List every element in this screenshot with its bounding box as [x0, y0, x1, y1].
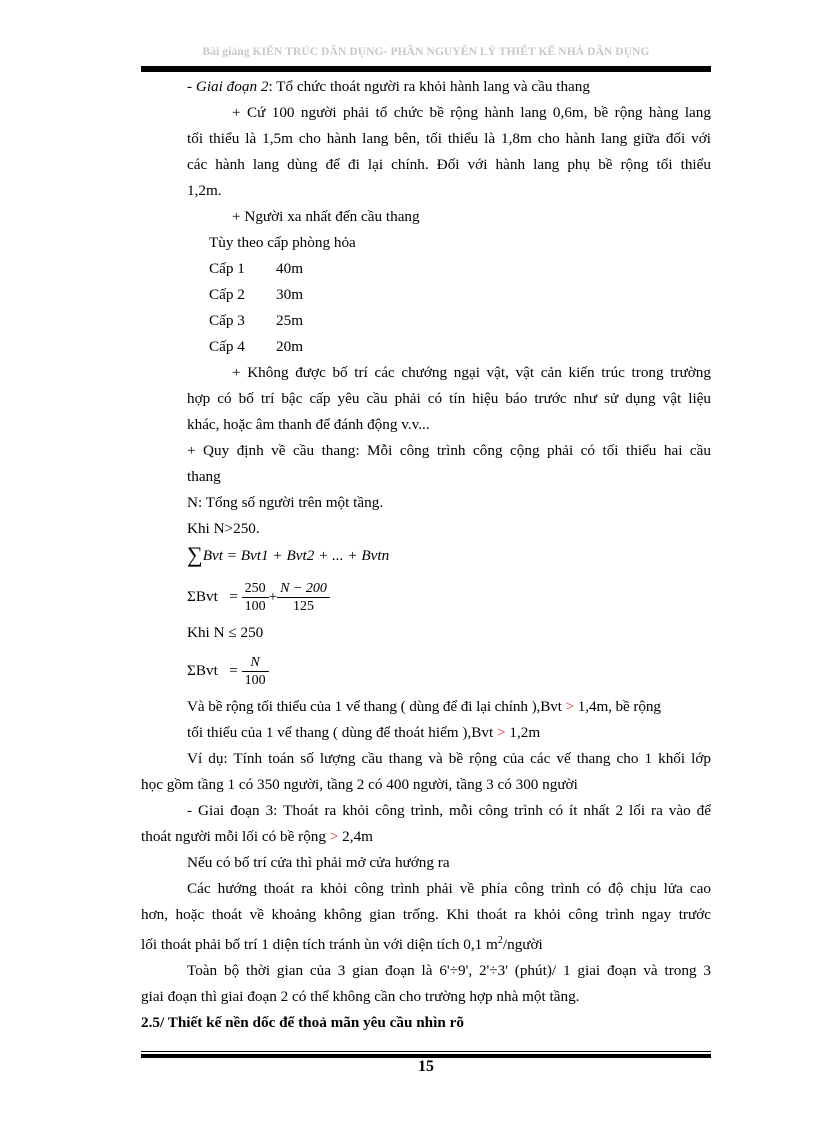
- corridor-line-2: tối thiểu là 1,5m cho hành lang bên, tối thiểu là 1,8m cho hành lang giữa đối với: [187, 130, 711, 147]
- stairs-rule-line-2: thang: [187, 468, 221, 485]
- farthest-line: + Người xa nhất đến cầu thang: [232, 208, 420, 225]
- exit-dir-line-3: lối thoát phải bố trí 1 diện tích tránh ùn với diện tích 0,1 $m^2$/người: [141, 935, 543, 954]
- obstacles-line-2: hợp có bố trí bậc cấp yêu cầu phải có tín hiệu báo trước như sử dụng vật liệu: [187, 390, 711, 407]
- total-time-line-2: giai đoạn thì giai đoạn 2 có thể không cần cho trường hợp nhà một tầng.: [141, 988, 580, 1005]
- formula-below-250: ΣBvt = $\frac{N}{100}$: [187, 654, 269, 689]
- stage3-line-1: - Giai đoạn 3: Thoát ra khỏi công trình, mỗi công trình có ít nhất 2 lối ra vào để: [187, 802, 711, 819]
- footer-rule-thin: [141, 1051, 711, 1052]
- stage2-line: - Giai đoạn 2: Tổ chức thoát người ra khỏi hành lang và cầu thang: [187, 78, 590, 95]
- example-line-2: học gồm tầng 1 có 350 người, tầng 2 có 400 người, tầng 3 có 300 người: [141, 776, 578, 793]
- example-line-1: Ví dụ: Tính toán số lượng cầu thang và bề rộng của các vế thang cho 1 khối lớp: [187, 750, 711, 767]
- width-min-line-1: Và bề rộng tối thiểu của 1 vế thang ( dùng để đi lại chính ),Bvt > 1,4m, bề rộng: [187, 698, 661, 715]
- fire-intro: Tùy theo cấp phòng hỏa: [209, 234, 356, 251]
- width-min-line-2: tối thiểu của 1 vế thang ( dùng để thoát hiểm ),Bvt > 1,2m: [187, 724, 541, 741]
- corridor-line-4: 1,2m.: [187, 182, 222, 199]
- running-header: Bài giảng KIẾN TRÚC DÂN DỤNG- PHẦN NGUYÊN LÝ THIẾT KẾ NHÀ DÂN DỤNG: [202, 46, 650, 58]
- condition-2: Khi N ≤ 250: [187, 624, 264, 641]
- obstacles-line-3: khác, hoặc âm thanh để đánh động v.v...: [187, 416, 430, 433]
- n-definition: N: Tổng số người trên một tầng.: [187, 494, 384, 511]
- obstacles-line-1: + Không được bố trí các chướng ngại vật, vật cản kiến trúc trong trường: [232, 364, 711, 381]
- stage2-label: Giai đoạn 2: [195, 78, 269, 95]
- fraction-n200-125: $\frac{N - 200}{125}$: [277, 580, 330, 615]
- corridor-line-1: + Cứ 100 người phải tổ chức bề rộng hành lang 0,6m, bề rộng hàng lang: [232, 104, 711, 121]
- corridor-line-3: các hành lang dùng để đi lại chính. Đối với hành lang phụ bề rộng tối thiểu: [187, 156, 711, 173]
- stage3-line-2: thoát người mỗi lối có bề rộng > 2,4m: [141, 828, 373, 845]
- fire-level-3: Cấp 3: [209, 312, 245, 329]
- fraction-250-100: $\frac{250}{100}$: [242, 580, 269, 615]
- fire-dist-1: 40m: [276, 260, 304, 277]
- condition-1: Khi N>250.: [187, 520, 260, 537]
- fire-level-4: Cấp 4: [209, 338, 245, 355]
- stairs-rule-line-1: + Quy định về cầu thang: Mỗi công trình công cộng phải có tối thiểu hai cầu: [187, 442, 711, 459]
- fire-dist-2: 30m: [276, 286, 304, 303]
- section-heading: 2.5/ Thiết kế nền dốc để thoả mãn yêu cầu nhìn rõ: [141, 1014, 464, 1031]
- total-time-line-1: Toàn bộ thời gian của 3 gian đoạn là 6'÷9', 2'÷3' (phút)/ 1 giai đoạn và trong 3: [187, 962, 711, 979]
- doors-line: Nếu có bố trí cửa thì phải mở cửa hướng ra: [187, 854, 450, 871]
- exit-dir-line-1: Các hướng thoát ra khỏi công trình phải về phía công trình có độ chịu lửa cao: [187, 880, 711, 897]
- formula-sum: ∑Bvt = Bvt1 + Bvt2 + ... + Bvtn: [187, 542, 390, 567]
- exit-dir-line-2: hơn, hoặc thoát về khoảng không gian trống. Khi thoát ra khỏi công trình ngay trước: [141, 906, 711, 923]
- fire-level-1: Cấp 1: [209, 260, 245, 277]
- fire-dist-3: 25m: [276, 312, 304, 329]
- formula-above-250: ΣBvt = $\frac{250}{100}$ + $\frac{N - 200}{125}$: [187, 580, 330, 615]
- fraction-n-100: $\frac{N}{100}$: [242, 654, 269, 689]
- fire-dist-4: 20m: [276, 338, 304, 355]
- page-number: 15: [418, 1058, 434, 1075]
- header-rule: [141, 66, 711, 72]
- fire-level-2: Cấp 2: [209, 286, 245, 303]
- sigma-symbol: ∑: [187, 542, 203, 567]
